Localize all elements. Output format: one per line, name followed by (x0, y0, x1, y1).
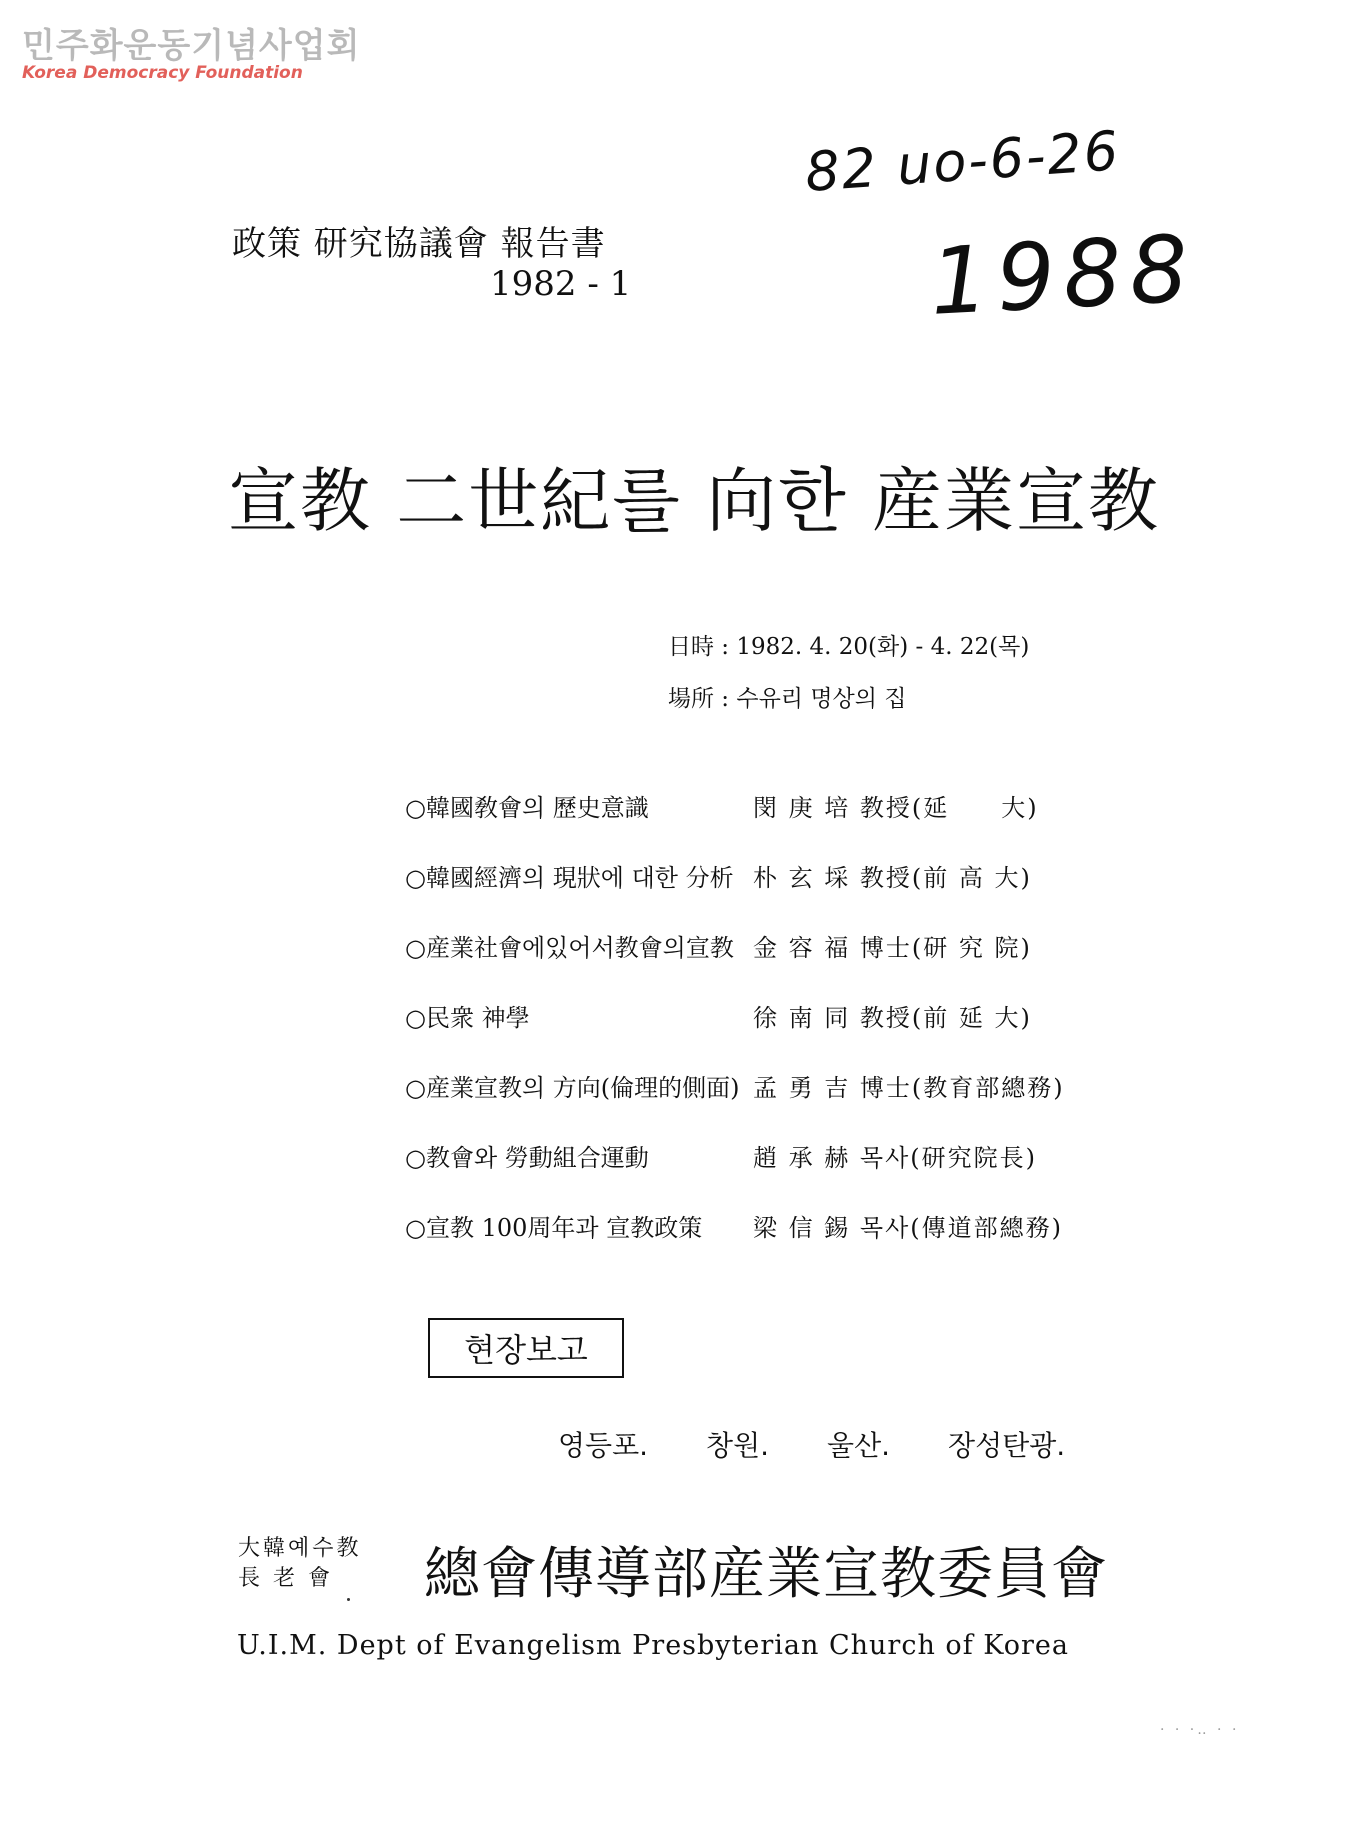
topic-speaker: 徐 南 同 教授(前 延 大) (753, 1004, 1032, 1032)
topic-title: ○産業宣教의 方向(倫理的側面) (405, 1074, 740, 1102)
topic-item (405, 1138, 1105, 1172)
topic-speaker: 閔 庚 培 教授(延 大) (753, 794, 1039, 822)
site-item: 영등포. (558, 1429, 649, 1462)
topic-speaker: 梁 信 錫 목사(傳道部總務) (753, 1214, 1063, 1242)
topic-item (405, 1068, 1105, 1102)
topic-item (405, 998, 1105, 1032)
page-title: 宣教 二世紀를 向한 産業宣教 (228, 460, 1160, 542)
site-item: 창원. (706, 1429, 770, 1462)
topic-speaker: 朴 玄 埰 教授(前 高 大) (753, 864, 1032, 892)
watermark-english: Korea Democracy Foundation (22, 63, 303, 83)
topic-title: ○民衆 神學 (405, 1004, 530, 1032)
series-number: 1982 - 1 (490, 264, 632, 304)
topic-item (405, 858, 1105, 892)
topic-item (405, 928, 1105, 962)
topic-title: ○教會와 勞動組合運動 (405, 1144, 649, 1172)
scan-noise: · · ·‥ · · (1160, 1722, 1240, 1738)
topic-speaker: 金 容 福 博士(研 究 院) (753, 934, 1032, 962)
site-item: 울산. (827, 1429, 891, 1462)
denomination-line-1: 大韓예수教 (238, 1536, 362, 1561)
committee-name: 總會傳導部産業宣教委員會 (424, 1542, 1108, 1607)
event-date: 日時 : 1982. 4. 20(화) - 4. 22(목) (668, 634, 1030, 660)
topic-title: ○産業社會에있어서教會의宣教 (405, 934, 734, 962)
denomination-line-2: 長 老 會 (238, 1566, 333, 1591)
committee-name-english: U.I.M. Dept of Evangelism Presbyterian Church of Korea (237, 1630, 1069, 1661)
field-report-label: 현장보고 (428, 1318, 624, 1378)
topic-title: ○韓國經濟의 現狀에 대한 分析 (405, 864, 734, 892)
topic-speaker: 孟 勇 吉 博士(教育部總務) (753, 1074, 1065, 1102)
handwritten-note: 82 uo-6-26 (803, 119, 1123, 204)
scan-speck (347, 1598, 350, 1601)
handwritten-year: 1988 (927, 215, 1199, 336)
field-report-sites (558, 1424, 1065, 1464)
topic-item (405, 788, 1105, 822)
watermark-korean: 민주화운동기념사업회 (22, 26, 361, 66)
site-item: 장성탄광. (948, 1429, 1066, 1462)
topic-title: ○韓國敎會의 歷史意識 (405, 794, 649, 822)
series-name: 政策 研究協議會 報告書 (232, 224, 606, 264)
event-place: 場所 : 수유리 명상의 집 (668, 686, 907, 712)
topic-item (405, 1208, 1105, 1242)
denomination-name (238, 1534, 362, 1594)
topic-speaker: 趙 承 赫 목사(研究院長) (753, 1144, 1037, 1172)
topic-title: ○宣教 100周年과 宣教政策 (405, 1214, 703, 1242)
